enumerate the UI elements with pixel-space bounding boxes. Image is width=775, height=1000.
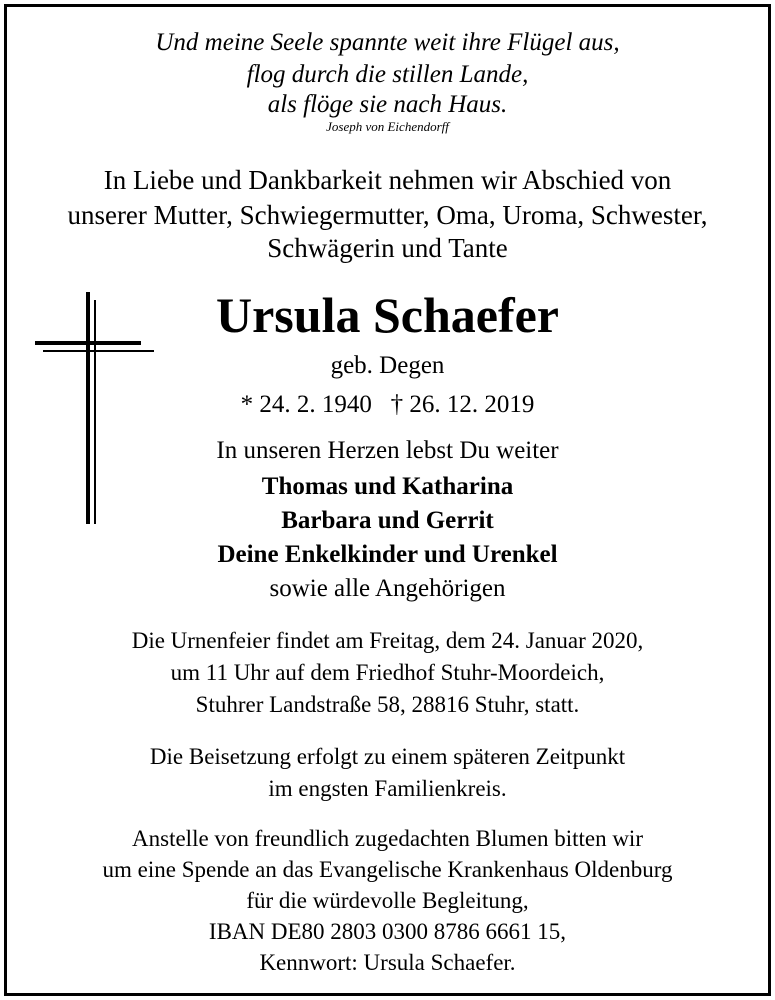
mourners-motto: In unseren Herzen lebst Du weiter xyxy=(216,437,559,464)
birth-name: geb. Degen xyxy=(330,352,445,379)
ceremony-line-2: um 11 Uhr auf dem Friedhof Stuhr-Moordeich, xyxy=(170,660,605,685)
burial-line-2: im engsten Familienkreis. xyxy=(268,776,507,801)
family-line-3: Deine Enkelkinder und Urenkel xyxy=(217,541,558,568)
burial-line-1: Die Beisetzung erfolgt zu einem späteren Zeitpunkt xyxy=(149,744,626,769)
family-line-1: Thomas und Katharina xyxy=(261,473,514,500)
deceased-name: Ursula Schaefer xyxy=(216,287,559,343)
donation-line-3: für die würdevolle Begleitung, xyxy=(246,888,529,913)
intro-line-3: Schwägerin und Tante xyxy=(267,233,508,263)
poem-line-1: Und meine Seele spannte weit ihre Flügel aus, xyxy=(155,29,620,56)
poem-author: Joseph von Eichendorff xyxy=(326,119,449,134)
life-dates: * 24. 2. 1940 † 26. 12. 2019 xyxy=(240,391,535,418)
intro-line-1: In Liebe und Dankbarkeit nehmen wir Abschied von xyxy=(103,165,672,195)
ceremony-line-1: Die Urnenfeier findet am Freitag, dem 24. Januar 2020, xyxy=(131,628,644,653)
poem-line-2: flog durch die stillen Lande, xyxy=(246,61,529,88)
donation-iban: IBAN DE80 2803 0300 8786 6661 15, xyxy=(208,919,567,944)
mourners-others: sowie alle Angehörigen xyxy=(269,575,506,602)
donation-line-1: Anstelle von freundlich zugedachten Blumen bitten wir xyxy=(132,826,643,851)
ceremony-line-3: Stuhrer Landstraße 58, 28816 Stuhr, statt. xyxy=(195,692,580,717)
intro-line-2: unserer Mutter, Schwiegermutter, Oma, Uroma, Schwester, xyxy=(67,200,708,230)
poem-line-3: als flöge sie nach Haus. xyxy=(267,91,508,118)
family-line-2: Barbara und Gerrit xyxy=(281,507,494,534)
donation-keyword: Kennwort: Ursula Schaefer. xyxy=(259,950,516,975)
donation-line-2: um eine Spende an das Evangelische Krankenhaus Oldenburg xyxy=(102,857,673,882)
